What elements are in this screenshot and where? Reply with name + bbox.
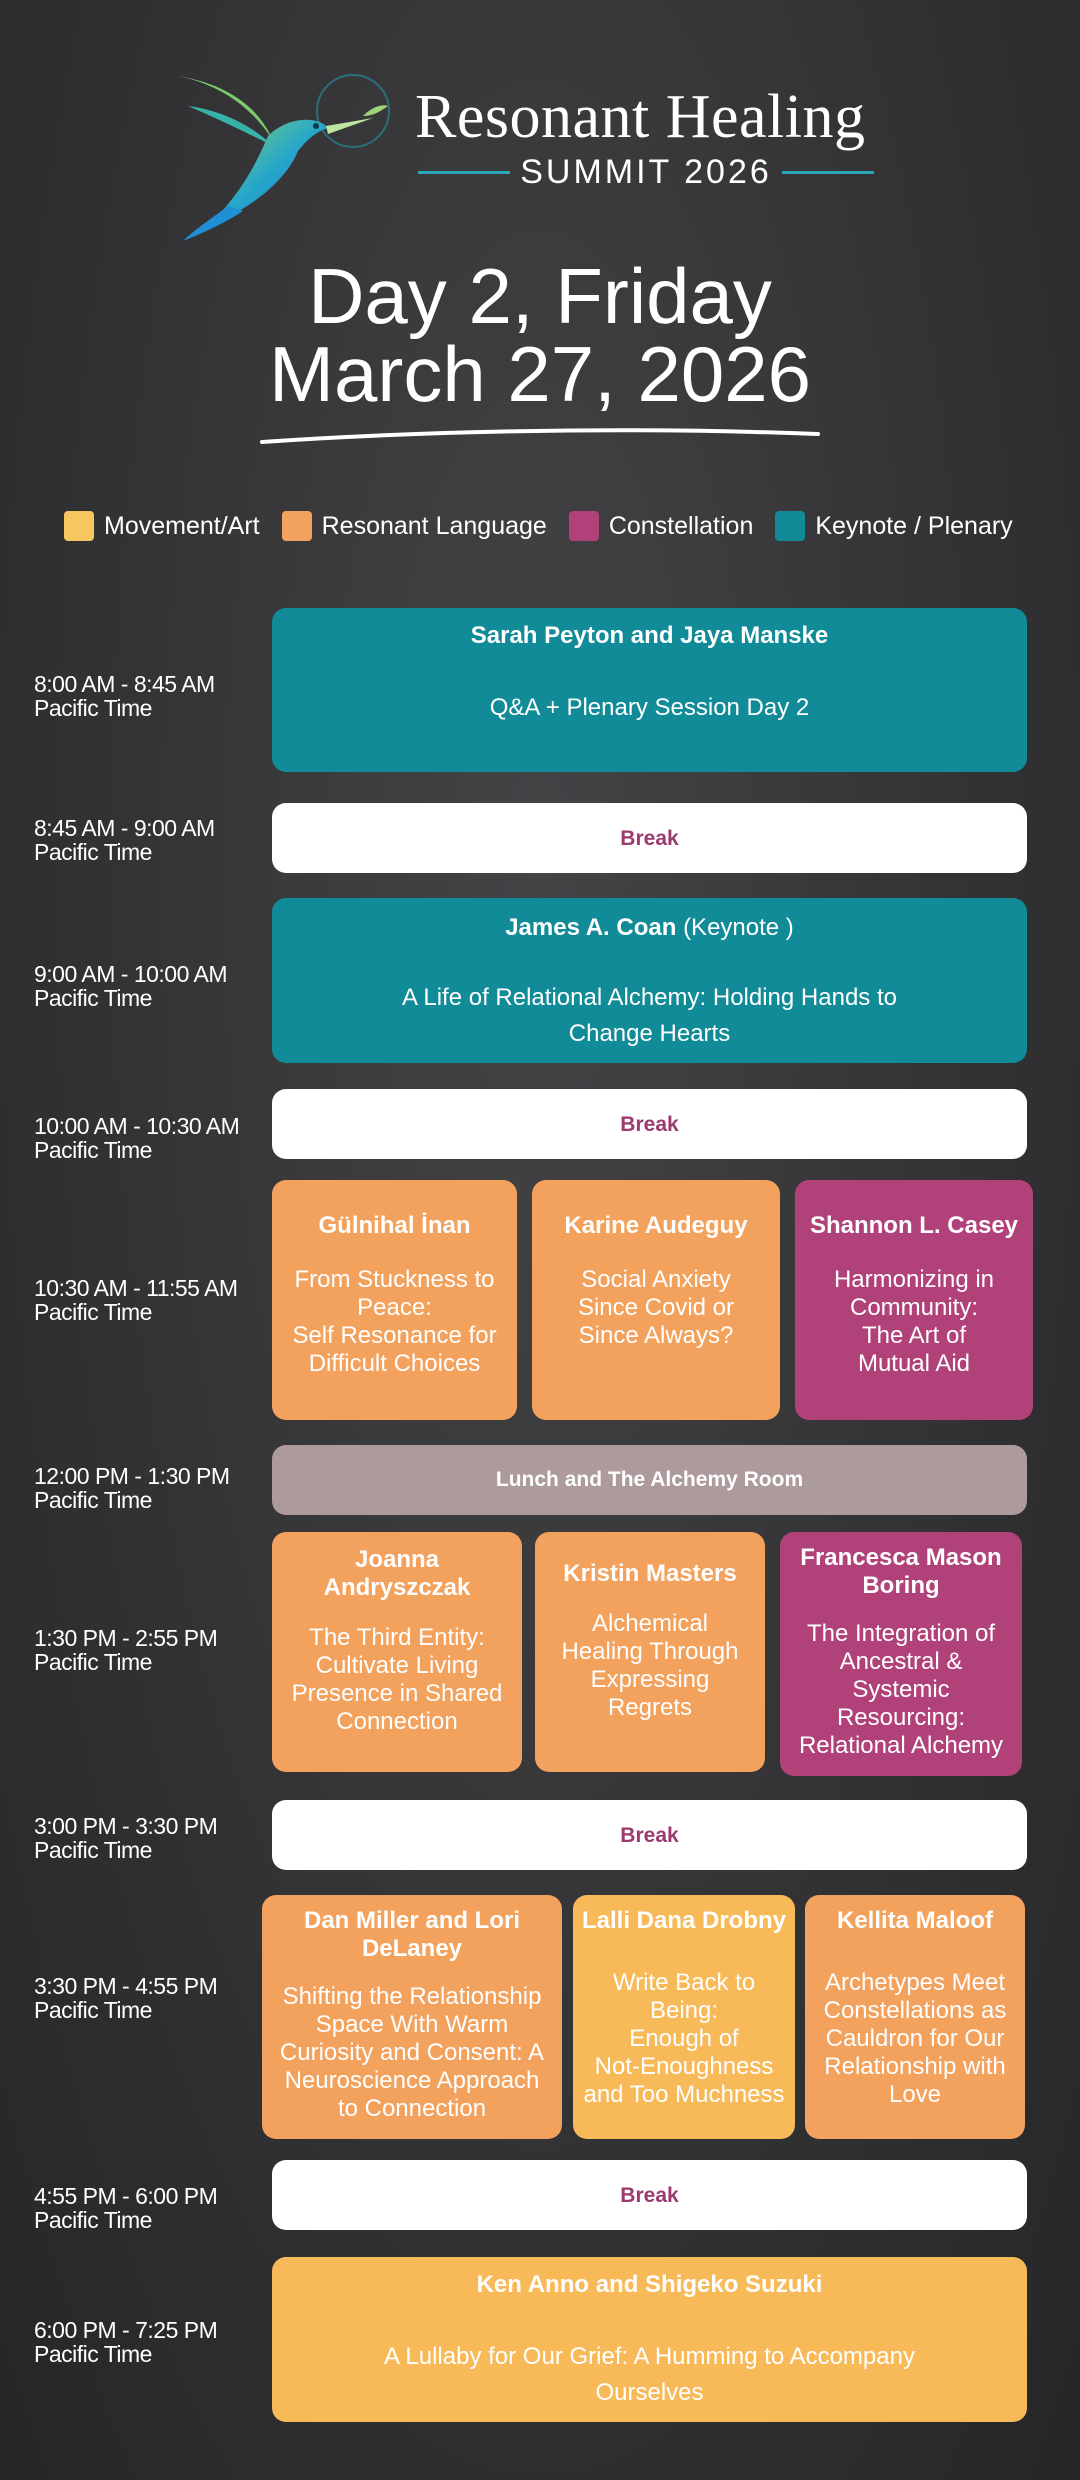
session-speaker-row xyxy=(272,914,1027,942)
session-title-line: Self Resonance for xyxy=(292,1322,497,1349)
session-title-line: Cauldron for Our xyxy=(825,2025,1005,2052)
break-label: Break xyxy=(620,2184,679,2207)
time-zone: Pacific Time xyxy=(34,1137,152,1163)
time-range: 4:55 PM - 6:00 PM xyxy=(34,2183,218,2209)
session-speaker: James A. Coan xyxy=(505,914,677,941)
session-title-line: Shifting the Relationship xyxy=(282,1983,542,2010)
time-zone: Pacific Time xyxy=(34,839,152,865)
session-title-line: Connection xyxy=(336,1708,458,1735)
session-title-line: Change Hearts xyxy=(568,1020,731,1047)
session-speaker: DeLaney xyxy=(361,1935,463,1962)
session-title-line: The Third Entity: xyxy=(309,1624,485,1651)
session-title-line: Healing Through xyxy=(561,1638,739,1665)
summit-title: Resonant Healing xyxy=(415,83,866,151)
summit-subtitle-row xyxy=(418,150,874,194)
session-title-line: Alchemical xyxy=(591,1610,709,1637)
hummingbird-logo-icon xyxy=(168,56,393,246)
session-card xyxy=(272,1180,517,1420)
legend-label: Movement/Art xyxy=(104,511,260,540)
session-speaker: Kristin Masters xyxy=(563,1560,737,1587)
session-title-line: Constellations as xyxy=(823,1997,1007,2024)
time-slot xyxy=(34,962,274,1010)
session-note: (Keynote ) xyxy=(683,914,794,941)
session-title-line: Since Always? xyxy=(578,1322,734,1349)
time-zone: Pacific Time xyxy=(34,1997,152,2023)
lunch-block xyxy=(272,1445,1027,1515)
session-card xyxy=(795,1180,1033,1420)
legend-swatch xyxy=(775,511,805,541)
session-title-line: Curiosity and Consent: A xyxy=(279,2039,545,2066)
session-title-line: Difficult Choices xyxy=(308,1350,481,1377)
time-zone: Pacific Time xyxy=(34,2341,152,2367)
session-title-line: From Stuckness to xyxy=(294,1266,495,1293)
session-speaker: Joanna xyxy=(354,1546,440,1573)
session-speaker: Andryszczak xyxy=(323,1574,471,1601)
session-movement xyxy=(272,2257,1027,2422)
break-label: Break xyxy=(620,827,679,850)
time-range: 10:00 AM - 10:30 AM xyxy=(34,1113,240,1139)
session-title-line: Regrets xyxy=(607,1694,693,1721)
legend-swatch xyxy=(282,511,312,541)
time-slot xyxy=(34,1814,274,1862)
session-title-line: The Art of xyxy=(861,1322,967,1349)
session-card xyxy=(573,1895,795,2139)
time-slot xyxy=(34,1276,274,1324)
legend-item-keynote-plenary xyxy=(775,511,1012,541)
session-title-line: Cultivate Living xyxy=(315,1652,479,1679)
session-plenary xyxy=(272,608,1027,772)
session-title-line: Love xyxy=(888,2081,942,2108)
session-title-line: Ourselves xyxy=(595,2379,704,2406)
session-card xyxy=(805,1895,1025,2139)
session-card xyxy=(780,1532,1022,1776)
time-range: 6:00 PM - 7:25 PM xyxy=(34,2317,218,2343)
time-zone: Pacific Time xyxy=(34,1487,152,1513)
break-block xyxy=(272,1089,1027,1159)
time-slot xyxy=(34,816,274,864)
session-speaker: Boring xyxy=(862,1572,940,1599)
time-range: 9:00 AM - 10:00 AM xyxy=(34,961,228,987)
session-title-line: Presence in Shared xyxy=(291,1680,503,1707)
session-title-line: Mutual Aid xyxy=(857,1350,971,1377)
day-title: Day 2, Friday xyxy=(308,252,772,340)
break-block xyxy=(272,2160,1027,2230)
session-title-line: Ancestral & xyxy=(839,1648,963,1675)
time-range: 3:30 PM - 4:55 PM xyxy=(34,1973,218,1999)
session-card xyxy=(532,1180,780,1420)
time-range: 1:30 PM - 2:55 PM xyxy=(34,1625,218,1651)
session-card xyxy=(535,1532,765,1772)
session-card xyxy=(262,1895,562,2139)
time-slot xyxy=(34,2318,274,2366)
session-speaker: Karine Audeguy xyxy=(564,1212,748,1239)
session-title-line: Not-Enoughness xyxy=(594,2053,774,2080)
time-zone: Pacific Time xyxy=(34,1299,152,1325)
legend-item-movement-art xyxy=(64,511,260,541)
break-block xyxy=(272,1800,1027,1870)
subtitle-line-right xyxy=(782,171,874,174)
session-title-line: Relational Alchemy xyxy=(798,1732,1004,1759)
session-title-line: and Too Muchness xyxy=(583,2081,785,2108)
time-zone: Pacific Time xyxy=(34,985,152,1011)
day-date: March 27, 2026 xyxy=(268,330,811,418)
session-title-line: A Lullaby for Our Grief: A Humming to Accompany xyxy=(384,2343,915,2370)
time-zone: Pacific Time xyxy=(34,1649,152,1675)
session-speaker: Ken Anno and Shigeko Suzuki xyxy=(476,2271,823,2298)
session-title-line: Space With Warm xyxy=(315,2011,509,2038)
time-slot xyxy=(34,1626,274,1674)
legend-label: Resonant Language xyxy=(321,511,547,540)
session-title-line: Write Back to xyxy=(612,1969,756,1996)
time-zone: Pacific Time xyxy=(34,1837,152,1863)
time-range: 8:00 AM - 8:45 AM xyxy=(34,671,215,697)
title-underline xyxy=(260,420,820,450)
time-zone: Pacific Time xyxy=(34,695,152,721)
legend-label: Constellation xyxy=(608,511,754,540)
session-speaker: Lalli Dana Drobny xyxy=(581,1907,787,1934)
session-title-line: Neuroscience Approach xyxy=(284,2067,540,2094)
legend-item-resonant-language xyxy=(282,511,547,541)
subtitle-line-left xyxy=(418,171,510,174)
legend-item-constellation xyxy=(569,511,754,541)
session-title: Q&A + Plenary Session Day 2 xyxy=(489,694,810,721)
time-slot xyxy=(34,2184,274,2232)
session-title-line: Resourcing: xyxy=(836,1704,966,1731)
session-speaker: Shannon L. Casey xyxy=(809,1212,1019,1239)
time-zone: Pacific Time xyxy=(34,2207,152,2233)
time-slot xyxy=(34,1114,274,1162)
session-title-line: Peace: xyxy=(357,1294,432,1321)
break-block xyxy=(272,803,1027,873)
session-speaker: Gülnihal İnan xyxy=(318,1212,471,1239)
session-title-line: Community: xyxy=(849,1294,979,1321)
legend-swatch xyxy=(569,511,599,541)
break-label: Break xyxy=(620,1824,679,1847)
session-title-line: Relationship with xyxy=(824,2053,1006,2080)
session-speaker: Sarah Peyton and Jaya Manske xyxy=(470,622,829,649)
legend-swatch xyxy=(64,511,94,541)
session-title-line: Social Anxiety xyxy=(581,1266,731,1293)
break-label: Break xyxy=(620,1113,679,1136)
session-keynote xyxy=(272,898,1027,1063)
legend-label: Keynote / Plenary xyxy=(815,511,1013,540)
time-slot xyxy=(34,1974,274,2022)
session-title-line: The Integration of xyxy=(806,1620,996,1647)
session-title-line: Systemic xyxy=(852,1676,950,1703)
session-card xyxy=(272,1532,522,1772)
time-range: 12:00 PM - 1:30 PM xyxy=(34,1463,230,1489)
session-speaker: Kellita Maloof xyxy=(836,1907,993,1934)
time-range: 3:00 PM - 3:30 PM xyxy=(34,1813,218,1839)
session-title-line: Since Covid or xyxy=(577,1294,735,1321)
summit-subtitle: SUMMIT 2026 xyxy=(520,152,772,191)
session-title-line: Expressing xyxy=(590,1666,710,1693)
session-title-line: Being: xyxy=(649,1997,719,2024)
time-range: 8:45 AM - 9:00 AM xyxy=(34,815,215,841)
time-slot xyxy=(34,1464,274,1512)
lunch-label: Lunch and The Alchemy Room xyxy=(495,1468,804,1491)
session-title-line: Archetypes Meet xyxy=(824,1969,1006,1996)
session-title-line: to Connection xyxy=(337,2095,487,2122)
session-title-line: Harmonizing in xyxy=(833,1266,995,1293)
session-title-line: A Life of Relational Alchemy: Holding Hands to xyxy=(402,984,897,1011)
time-range: 10:30 AM - 11:55 AM xyxy=(34,1275,238,1301)
session-speaker: Francesca Mason xyxy=(800,1544,1002,1571)
category-legend xyxy=(64,508,1035,544)
session-speaker: Dan Miller and Lori xyxy=(303,1907,521,1934)
time-slot xyxy=(34,672,274,720)
session-title-line: Enough of xyxy=(629,2025,739,2052)
